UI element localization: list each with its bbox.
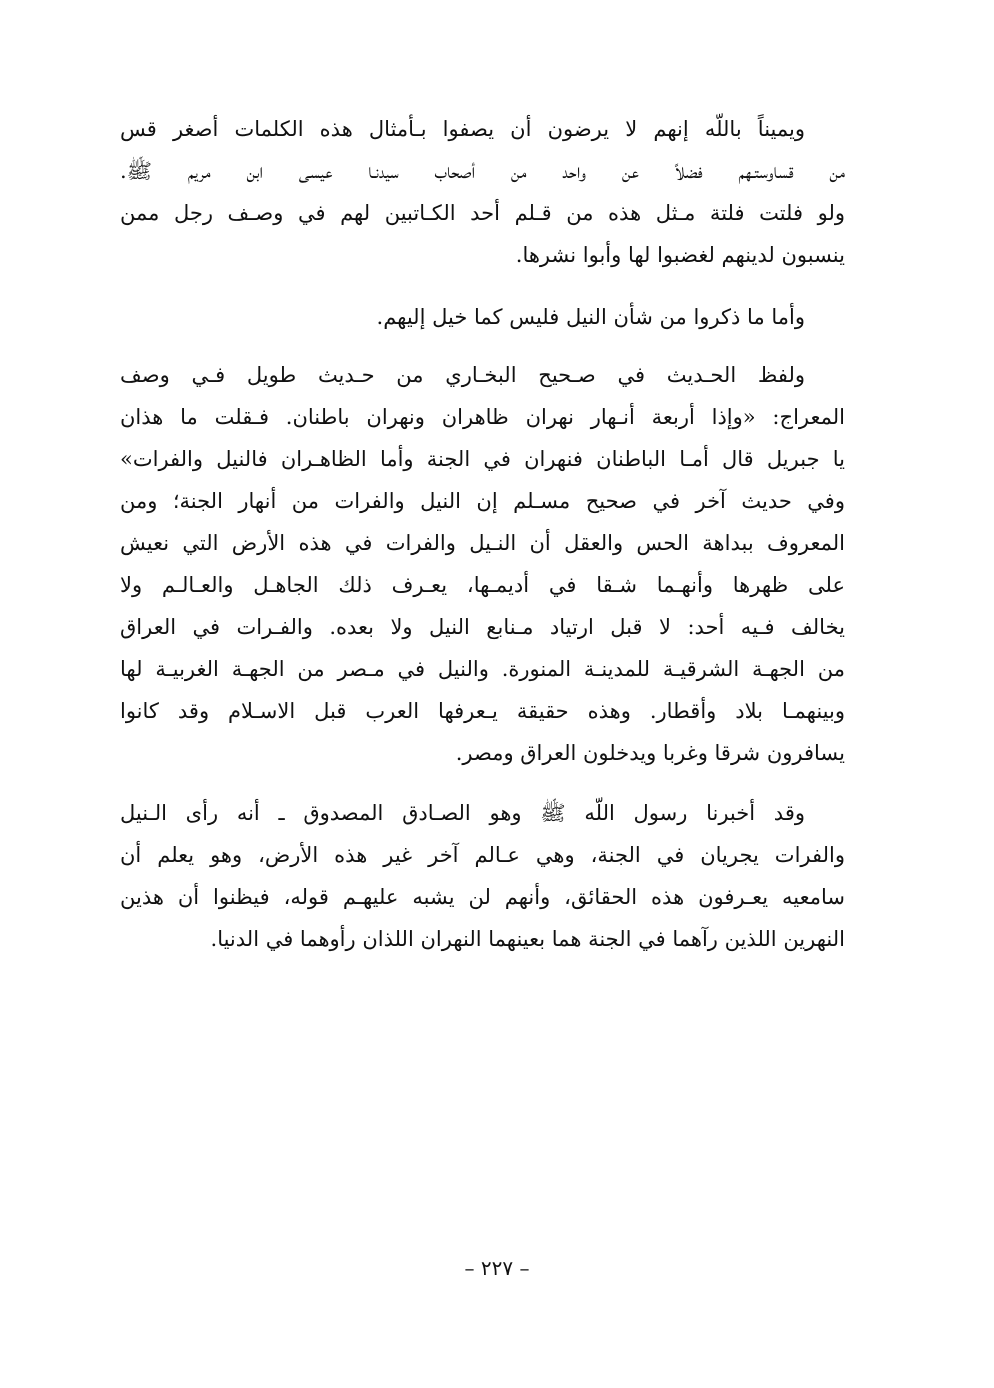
text-line: وقد أخبرنا رسول اللّه ﷺ وهو الصـادق المصدوق ـ أنه رأى الـنيل bbox=[120, 801, 805, 825]
text-line: المعروف ببداهة الحس والعقل أن النـيل والفرات في هذه الأرض التي نعيش bbox=[120, 531, 845, 555]
text-line: من الجهـة الشرقيـة للمدينـة المنورة. والنيل في مـصر من الجهـة الغربيـة لها bbox=[120, 657, 845, 681]
text-line: على ظهرها وأنهـما شـقا في أديمـها، يعـرف ذلك الجاهـل والعـالـم ولا bbox=[120, 573, 845, 597]
text-line: ولفظ الحـديث في صـحيح البخـاري من حـديث طويل فـي وصف bbox=[120, 363, 805, 387]
text-line: ويميناً باللّه إنهم لا يرضون أن يصفوا بـأمثال هذه الكلمات أصغر قس bbox=[120, 117, 805, 141]
text-line: النهرين اللذين رآهما في الجنة هما بعينهما النهران اللذان رأوهما في الدنيا. bbox=[210, 927, 845, 951]
text-line: وفي حديث آخر في صحيح مسـلم إن النيل والفرات من أنهار الجنة؛ ومن bbox=[120, 489, 845, 513]
text-line: وأما ما ذكروا من شأن النيل فليس كما خيل إليهم. bbox=[376, 305, 805, 329]
text-line: سامعيه يعـرفون هذه الحقائق، وأنهم لن يشبه عليهـم قوله، فيظنوا أن هذين bbox=[120, 885, 845, 909]
text-line: والفرات يجريان في الجنة، وهي عـالم آخر غير هذه الأرض، وهو يعلم أن bbox=[120, 843, 845, 867]
text-line: المعراج: «وإذا أربعة أنـهار نهران ظاهران ونهران باطنان. فـقلت ما هذان bbox=[120, 405, 845, 429]
text-line: يسافرون شرقا وغربا ويدخلون العراق ومصر. bbox=[455, 741, 845, 765]
text-line: يخالف فـيه أحد: لا قبل ارتياد مـنابع النيل ولا بعده. والفـرات في العراق bbox=[120, 615, 845, 639]
paragraph-3 bbox=[120, 354, 845, 774]
text-line: ينسبون لدينهم لغضبوا لها وأبوا نشرها. bbox=[515, 243, 845, 267]
paragraph-1 bbox=[120, 108, 845, 276]
text-line: ولو فلتت فلتة مـثل هذه من قـلم أحد الكـاتبين لهم في وصـف رجل ممن bbox=[120, 201, 845, 225]
page-body-text bbox=[120, 108, 845, 960]
paragraph-4 bbox=[120, 792, 845, 960]
text-line: وبينهمـا بلاد وأقطار. وهذه حقيقة يـعرفها العرب قبل الاسـلام وقد كانوا bbox=[120, 699, 845, 723]
text-line: من قساوستـهم فضلاً عن واحد من أصحاب سيدنـا عيسى ابن مريم ﷺ. bbox=[120, 159, 845, 183]
page-number: – ٢٢٧ – bbox=[464, 1256, 530, 1280]
paragraph-2 bbox=[120, 296, 845, 338]
text-line: يا جبريل قال أمـا الباطنان فنهران في الجنة وأما الظاهـران فالنيل والفرات» bbox=[120, 447, 845, 471]
